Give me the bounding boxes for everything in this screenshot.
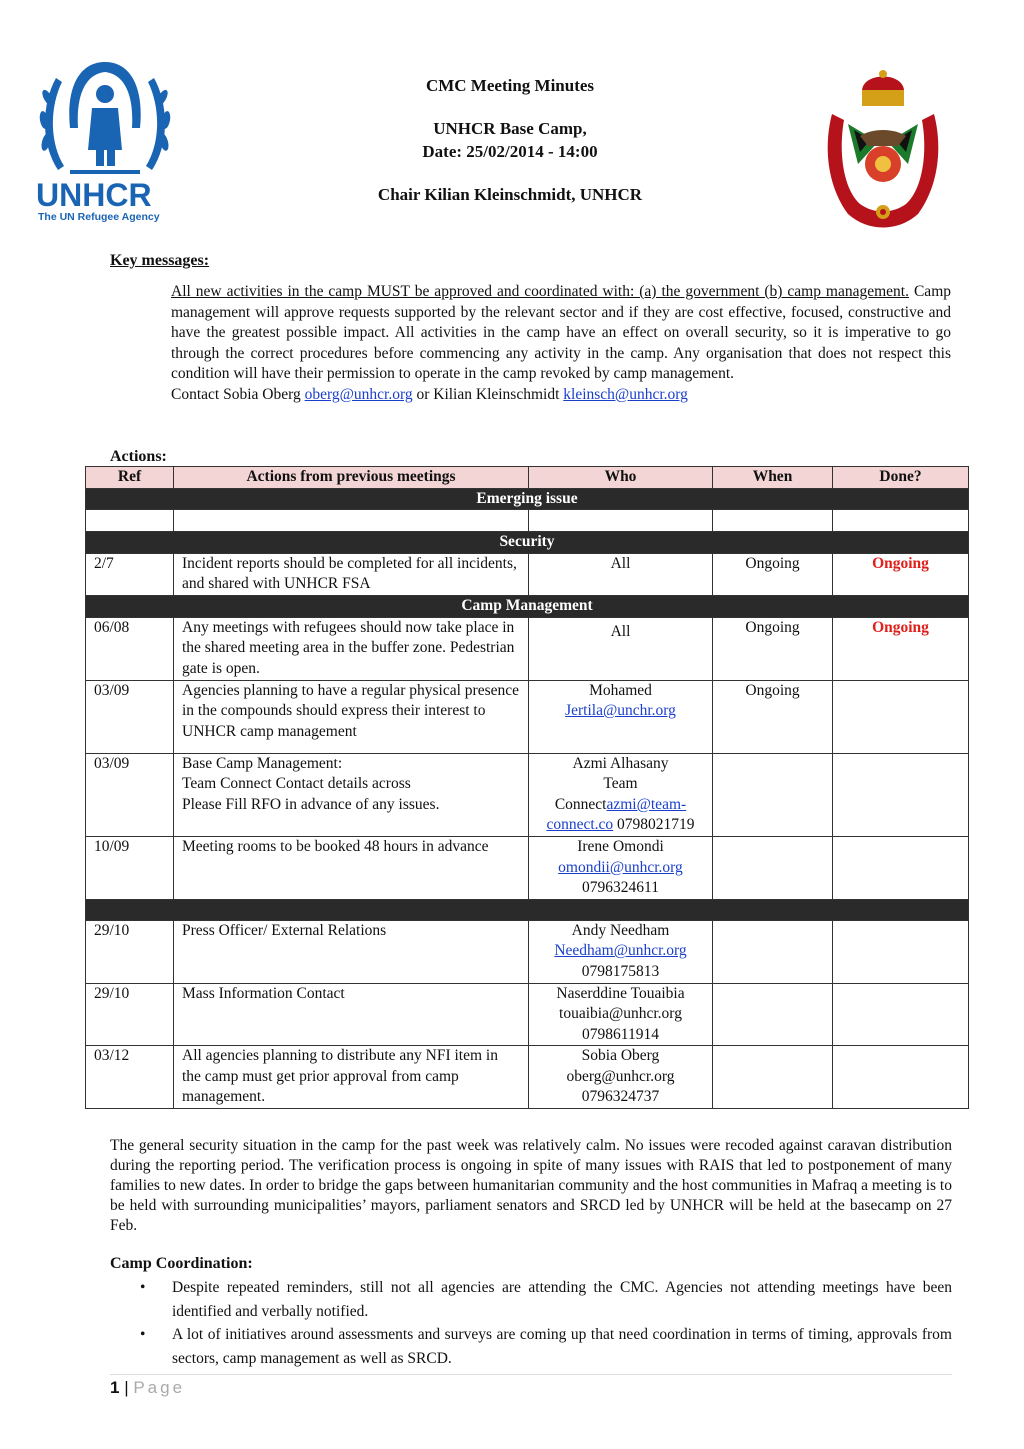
section-band-security (86, 532, 969, 554)
jordan-coat-of-arms (818, 64, 948, 236)
column-header: Who (529, 467, 713, 489)
who-phone: 0796324737 (581, 1088, 660, 1106)
actions-table (85, 466, 969, 1109)
contact-mid: or Kilian Kleinschmidt (412, 385, 564, 403)
table-row (86, 836, 969, 899)
who-prefix: Connect (554, 795, 607, 813)
when-cell (713, 836, 833, 899)
page-separator: | (119, 1378, 134, 1397)
key-messages-heading: Key messages: (110, 252, 210, 269)
who-email-text: touaibia@unhcr.org (559, 1005, 682, 1023)
who-phone: 0798021719 (613, 816, 695, 834)
who-cell (529, 983, 713, 1046)
section-band-blank (86, 899, 969, 920)
key-messages-text: Camp management will approve requests supported by the relevant sector and if they are cost effective, focused, constructive and have the greatest possible impact. All activities in the camp have an effect on overall security, so it is imperative to go through the correct procedures before commencing any activity in the camp. Any organisation that does not respect this condition will have their permission to operate in the camp revoked by camp management. (171, 283, 951, 383)
section-band-emerging (86, 488, 969, 510)
action-cell: Agencies planning to have a regular physical presence in the compounds should express their interest to UNHCR camp management (174, 680, 529, 753)
list-item-text: Despite repeated reminders, still not all agencies are attending the CMC. Agencies not attending meetings have been identified and verbally notified. (172, 1279, 952, 1320)
ref-cell: 03/09 (86, 753, 174, 836)
camp-coordination-heading: Camp Coordination: (110, 1255, 253, 1272)
action-cell: Press Officer/ External Relations (174, 920, 529, 983)
who-cell: All (529, 617, 713, 680)
key-messages-body (171, 282, 951, 406)
who-name: Naserddine Touaibia (556, 984, 685, 1002)
email-link-kleinsch[interactable]: kleinsch@unhcr.org (563, 385, 688, 403)
who-phone: 0798611914 (582, 1025, 659, 1043)
ref-cell: 10/09 (86, 836, 174, 899)
when-cell: Ongoing (713, 617, 833, 680)
who-name: Mohamed (589, 681, 652, 699)
list-item (140, 1323, 952, 1370)
ref-cell: 2/7 (86, 553, 174, 595)
who-name: Andy Needham (571, 921, 670, 939)
table-row (86, 617, 969, 680)
page-number: 1 (110, 1378, 120, 1397)
action-cell: All agencies planning to distribute any NFI item in the camp must get prior approval from camp management. (174, 1046, 529, 1109)
email-link[interactable]: Needham@unhcr.org (554, 942, 687, 960)
table-row-empty (86, 510, 969, 532)
table-row (86, 753, 969, 836)
column-header: When (713, 467, 833, 489)
column-header: Done? (833, 467, 969, 489)
unhcr-logo (34, 58, 176, 226)
who-cell (529, 680, 713, 753)
key-messages-lead: All new activities in the camp MUST be approved and coordinated with: (a) the government (b) camp management. (171, 283, 909, 300)
table-row (86, 680, 969, 753)
section-band-camp-management (86, 595, 969, 617)
contact-prefix: Contact Sobia Oberg (171, 385, 305, 403)
list-item (140, 1276, 952, 1323)
done-status: Ongoing (833, 617, 969, 680)
done-cell (833, 753, 969, 836)
table-header-row (86, 467, 969, 489)
email-link-oberg[interactable]: oberg@unhcr.org (304, 385, 413, 403)
ref-cell: 03/09 (86, 680, 174, 753)
meeting-location: UNHCR Base Camp, (433, 119, 587, 138)
section-band-label: Emerging issue (86, 488, 969, 510)
when-cell: Ongoing (713, 680, 833, 753)
who-phone: 0796324611 (582, 879, 659, 897)
who-cell (529, 920, 713, 983)
document-title: CMC Meeting Minutes (425, 76, 595, 95)
section-band-label: Security (86, 532, 969, 554)
action-cell: Meeting rooms to be booked 48 hours in advance (174, 836, 529, 899)
email-link[interactable]: Jertila@unchr.org (565, 702, 676, 720)
done-cell (833, 680, 969, 753)
action-line: Base Camp Management: (182, 754, 343, 772)
when-cell: Ongoing (713, 553, 833, 595)
ref-cell: 29/10 (86, 920, 174, 983)
list-item-text: A lot of initiatives around assessments and surveys are coming up that need coordination in terms of timing, approvals from sectors, camp management as well as SRCD. (172, 1326, 952, 1367)
done-status: Ongoing (833, 553, 969, 595)
actions-heading: Actions: (110, 448, 167, 465)
who-email-text: oberg@unhcr.org (566, 1067, 675, 1085)
who-name: Azmi Alhasany (572, 754, 669, 772)
action-cell: Mass Information Contact (174, 983, 529, 1046)
ref-cell: 06/08 (86, 617, 174, 680)
page-label: Page (133, 1378, 186, 1397)
when-cell (713, 753, 833, 836)
page-footer (110, 1378, 185, 1398)
ref-cell: 29/10 (86, 983, 174, 1046)
who-cell (529, 1046, 713, 1109)
action-cell (174, 753, 529, 836)
ref-cell: 03/12 (86, 1046, 174, 1109)
action-cell: Incident reports should be completed for all incidents, and shared with UNHCR FSA (174, 553, 529, 595)
meeting-chair: Chair Kilian Kleinschmidt, UNHCR (377, 185, 643, 204)
table-row (86, 920, 969, 983)
svg-text:The UN Refugee Agency: The UN Refugee Agency (38, 211, 160, 223)
section-band-label: Camp Management (86, 595, 969, 617)
svg-text:UNHCR: UNHCR (36, 177, 152, 213)
bullet-icon: • (140, 1279, 146, 1296)
table-row (86, 983, 969, 1046)
bullet-icon: • (140, 1326, 146, 1343)
meeting-date: Date: 25/02/2014 - 14:00 (422, 142, 598, 161)
table-row (86, 553, 969, 595)
who-name: Irene Omondi (577, 837, 664, 855)
security-summary-paragraph: The general security situation in the camp for the past week was relatively calm. No issues were recoded against caravan distribution during the reporting period. The verification process is ongoing in spite of many issues with RAIS that led to postponement of many families to new dates. In order to bridge the gaps between humanitarian community and the host communities in Mafraq a meeting is to be held with surrounding municipalities’ mayors, parliament senators and SRCD led by UNHCR will be held at the basecamp on 27 Feb. (110, 1137, 952, 1234)
action-line: Please Fill RFO in advance of any issues. (182, 795, 440, 813)
table-row (86, 1046, 969, 1109)
column-header: Actions from previous meetings (174, 467, 529, 489)
action-cell: Any meetings with refugees should now take place in the shared meeting area in the buffer zone. Pedestrian gate is open. (174, 617, 529, 680)
camp-coordination-list (140, 1276, 952, 1370)
who-cell: All (529, 553, 713, 595)
who-team: Team (603, 775, 638, 793)
who-phone: 0798175813 (581, 962, 660, 980)
who-cell (529, 753, 713, 836)
column-header: Ref (86, 467, 174, 489)
footer-divider (110, 1374, 952, 1375)
who-cell (529, 836, 713, 899)
done-cell (833, 836, 969, 899)
action-line: Team Connect Contact details across (182, 775, 411, 793)
email-link[interactable]: omondii@unhcr.org (558, 858, 683, 876)
email-link[interactable]: azmi@team-connect.co (546, 795, 687, 834)
who-name: Sobia Oberg (581, 1047, 660, 1065)
